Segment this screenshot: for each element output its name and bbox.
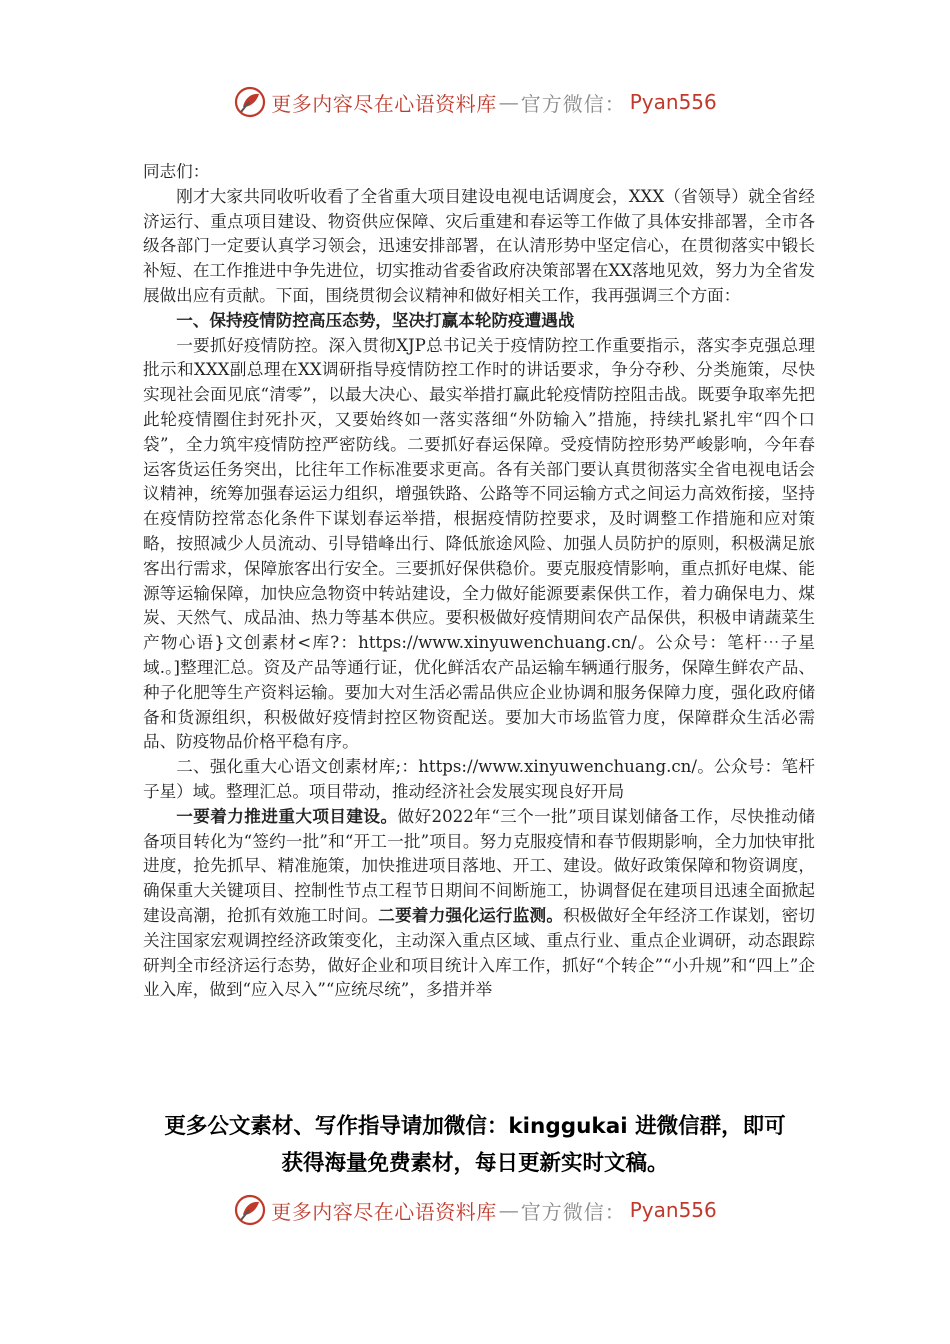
paragraph-2-lead-2: 二要着力强化运行监测。	[378, 905, 564, 925]
watermark-title: 更多内容尽在心语资料库	[271, 91, 497, 116]
salutation: 同志们：	[143, 162, 210, 181]
section-heading-2: 二、强化重大心语文创素材库;：https://www.xinyuwenchuang.cn/。公众号：笔杆子星）域。整理汇总。项目带动，推动经济社会发展实现良好开局	[143, 757, 815, 801]
paragraph-2-text-b: 积极做好全年经济工作谋划，密切关注国家宏观调控经济政策变化，主动深入重点区域、重点行业、重点企业调研，动态跟踪研判全市经济运行态势，做好企业和项目统计入库工作，抓好“个转企”“小升规”和“四上”企业入库，做到“应入尽入”“应统尽统”，多措并举	[143, 905, 816, 1000]
watermark-wechat-label: 官方微信：	[520, 1199, 626, 1224]
header-watermark	[0, 82, 950, 122]
watermark-dash: —	[498, 1198, 519, 1222]
intro-paragraph: 刚才大家共同收听收看了全省重大项目建设电视电话调度会，XXX（省领导）就全省经济运行、重点项目建设、物资供应保障、灾后重建和春运等工作做了具体安排部署，全市各级各部门一定要认真学习领会，迅速安排部署，在认清形势中坚定信心，在贯彻落实中锻长补短、在工作推进中争先进位，切实推动省委省政府决策部署在XX落地见效，努力为全省发展做出应有贡献。下面，围绕贯彻会议精神和做好相关工作，我再强调三个方面：	[143, 186, 815, 305]
leaf-logo-icon	[233, 1193, 267, 1227]
promo-block	[130, 1108, 820, 1182]
footer-watermark	[0, 1190, 950, 1230]
paragraph-2-lead: 一要着力推进重大项目建设。	[176, 806, 398, 826]
document-body	[143, 160, 815, 1003]
watermark-dash: —	[498, 90, 519, 114]
watermark-wechat-id: Pyan556	[629, 90, 717, 114]
promo-line-2: 获得海量免费素材，每日更新实时文稿。	[281, 1151, 669, 1176]
promo-line-1: 更多公文素材、写作指导请加微信：kinggukai 进微信群，即可	[164, 1114, 786, 1139]
paragraph-2-text-a: 做好2022年“三个一批”项目谋划储备工作，尽快推动储备项目转化为“签约一批”和“开工一批”项目。努力克服疫情和春节假期影响，全力加快审批进度，抢先抓早、精准施策，加快推进项目落地、开工、建设。做好政策保障和物资调度，确保重大关键项目、控制性节点工程节日期间不间断施工，协调督促在建项目迅速全面掀起建设高潮，抢抓有效施工时间。	[143, 806, 816, 925]
paragraph-1: 一要抓好疫情防控。深入贯彻XJP总书记关于疫情防控工作重要指示，落实李克强总理批示和XXX副总理在XX调研指导疫情防控工作时的讲话要求，争分夺秒、分类施策，尽快实现社会面见底“清零”，以最大决心、最实举措打赢此轮疫情防控阻击战。既要争取率先把此轮疫情圈住封死扑灭，又要始终如一落实落细“外防输入”措施，持续扎紧扎牢“四个口袋”，全力筑牢疫情防控严密防线。二要抓好春运保障。受疫情防控形势严峻影响，今年春运客货运任务突出，比往年工作标准要求更高。各有关部门要认真贯彻落实全省电视电话会议精神，统筹加强春运运力组织，增强铁路、公路等不同运输方式之间运力高效衔接，坚持在疫情防控常态化条件下谋划春运举措，根据疫情防控要求，及时调整工作措施和应对策略，按照减少人员流动、引导错峰出行、降低旅途风险、加强人员防护的原则，积极满足旅客出行需求，保障旅客出行安全。三要抓好保供稳价。要克服疫情影响，重点抓好电煤、能源等运输保障，加快应急物资中转站建设，全力做好能源要素保供工作，着力确保电力、煤炭、天然气、成品油、热力等基本供应。要积极做好疫情期间农产品保供，积极申请蔬菜生产物心语}文创素材<库?：https://www.xinyuwenchuang.cn/。公众号：笔杆⋯子星域.。]整理汇总。资及产品等通行证，优化鲜活农产品运输车辆通行服务，保障生鲜农产品、种子化肥等生产资料运输。要加大对生活必需品供应企业协调和服务保障力度，强化政府储备和货源组织，积极做好疫情封控区物资配送。要加大市场监管力度，保障群众生活必需品、防疫物品价格平稳有序。	[143, 335, 815, 752]
leaf-logo-icon	[233, 85, 267, 119]
watermark-wechat-label: 官方微信：	[520, 91, 626, 116]
watermark-wechat-id: Pyan556	[629, 1198, 717, 1222]
watermark-title: 更多内容尽在心语资料库	[271, 1199, 497, 1224]
paragraph-2	[143, 805, 815, 1003]
section-heading-1: 一、保持疫情防控高压态势，坚决打赢本轮防疫遭遇战	[176, 310, 575, 330]
